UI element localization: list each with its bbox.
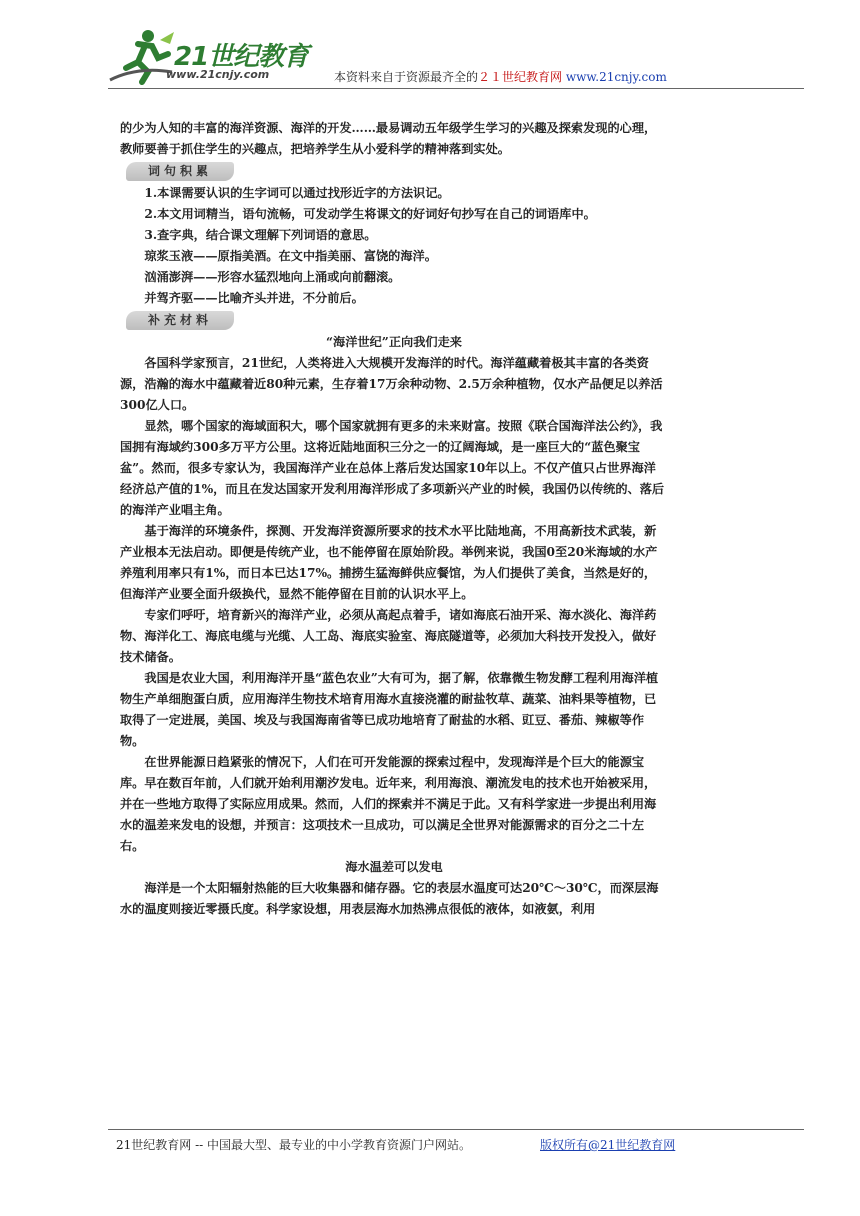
footer-text: 21世纪教育网 -- 中国最大型、最专业的中小学教育资源门户网站。 [116, 1138, 472, 1152]
vocab-definition: 并驾齐驱——比喻齐头并进，不分前后。 [144, 291, 364, 305]
vocab-definition: 汹涌澎湃——形容水猛烈地向上涌或向前翻滚。 [144, 270, 401, 284]
article-paragraph: 专家们呼吁，培育新兴的海洋产业，必须从高起点着手，诸如海底石油开采、海水淡化、海洋药物、海洋化工、海底电缆与光缆、人工岛、海底实验室、海底隧道等，必须加大科技开发投入，做好技术储备。 [120, 608, 657, 664]
vocab-item: 3.查字典，结合课文理解下列词语的意思。 [144, 228, 377, 242]
site-logo[interactable] [108, 28, 318, 86]
document-body [120, 118, 668, 920]
article-paragraph: 我国是农业大国，利用海洋开垦“蓝色农业”大有可为，据了解，依靠微生物发酵工程利用海洋植物生产单细胞蛋白质，应用海洋生物技术培育用海水直接浇灌的耐盐牧草、蔬菜、油料果等植物，已取得了一定进展，美国、埃及与我国海南省等已成功地培育了耐盐的水稻、豇豆、番茄、辣椒等作物。 [120, 671, 659, 748]
article-paragraph: 各国科学家预言，21世纪，人类将进入大规模开发海洋的时代。海洋蕴藏着极其丰富的各类资源，浩瀚的海水中蕴藏着近80种元素，生存着17万余种动物、2.5万余种植物，仅水产品便足以养活300亿人口。 [120, 356, 663, 412]
vocab-item: 1.本课需要认识的生字词可以通过找形近字的方法识记。 [144, 186, 450, 200]
supplement-section-tag: 补充材料 [126, 311, 234, 330]
article-title: “海洋世纪”正向我们走来 [326, 335, 462, 349]
footer-divider [108, 1129, 804, 1130]
article-paragraph: 海洋是一个太阳辐射热能的巨大收集器和储存器。它的表层水温度可达20℃～30℃，而深层海水的温度则接近零摄氏度。科学家设想，用表层海水加热沸点很低的液体，如液氨，利用 [120, 881, 659, 916]
header-divider [108, 88, 804, 89]
logo-url: www.21cnjy.com [166, 68, 270, 81]
vocab-item: 2.本文用词精当，语句流畅，可发动学生将课文的好词好句抄写在自己的词语库中。 [144, 207, 596, 221]
logo-text: 21世纪教育 [174, 42, 309, 72]
header-url-link[interactable]: www.21cnjy.com [565, 70, 667, 84]
header-note-prefix: 本资料来自于资源最齐全的 [334, 70, 479, 84]
vocab-section-tag: 词句积累 [126, 162, 234, 181]
page-header [108, 28, 808, 88]
intro-paragraph: 的少为人知的丰富的海洋资源、海洋的开发……最易调动五年级学生学习的兴趣及探索发现的心理，教师要善于抓住学生的兴趣点，把培养学生从小爱科学的精神落到实处。 [120, 121, 657, 156]
article-paragraph: 在世界能源日趋紧张的情况下，人们在可开发能源的探索过程中，发现海洋是个巨大的能源宝库。早在数百年前，人们就开始利用潮汐发电。近年来，利用海浪、潮流发电的技术也开始被采用，并在一些地方取得了实际应用成果。然而，人们的探索并不满足于此。又有科学家进一步提出利用海水的温差来发电的设想，并预言：这项技术一旦成功，可以满足全世界对能源需求的百分之二十左右。 [120, 755, 657, 853]
article-paragraph: 显然，哪个国家的海域面积大，哪个国家就拥有更多的未来财富。按照《联合国海洋法公约》，我国拥有海域约300多万平方公里。这将近陆地面积三分之一的辽阔海域，是一座巨大的“蓝色聚宝盆”。然而，很多专家认为，我国海洋产业在总体上落后发达国家10年以上。不仅产值只占世界海洋经济总产值的1%，而且在发达国家开发利用海洋形成了多项新兴产业的时候，我国仍以传统的、落后的海洋产业唱主角。 [120, 419, 665, 517]
article-paragraph: 基于海洋的环境条件，探测、开发海洋资源所要求的技术水平比陆地高，不用高新技术武装，新产业根本无法启动。即便是传统产业，也不能停留在原始阶段。举例来说，我国0至20米海域的水产养殖利用率只有1%，而日本已达17%。捕捞生猛海鲜供应餐馆，为人们提供了美食，当然是好的，但海洋产业要全面升级换代，显然不能停留在目前的认识水平上。 [120, 524, 658, 601]
header-note [334, 68, 667, 85]
header-site-link[interactable]: ２１世纪教育网 [478, 70, 563, 84]
footer-copyright-link[interactable]: 版权所有@21世纪教育网 [540, 1138, 676, 1152]
article-subtitle: 海水温差可以发电 [345, 860, 443, 874]
vocab-definition: 琼浆玉液——原指美酒。在文中指美丽、富饶的海洋。 [144, 249, 437, 263]
